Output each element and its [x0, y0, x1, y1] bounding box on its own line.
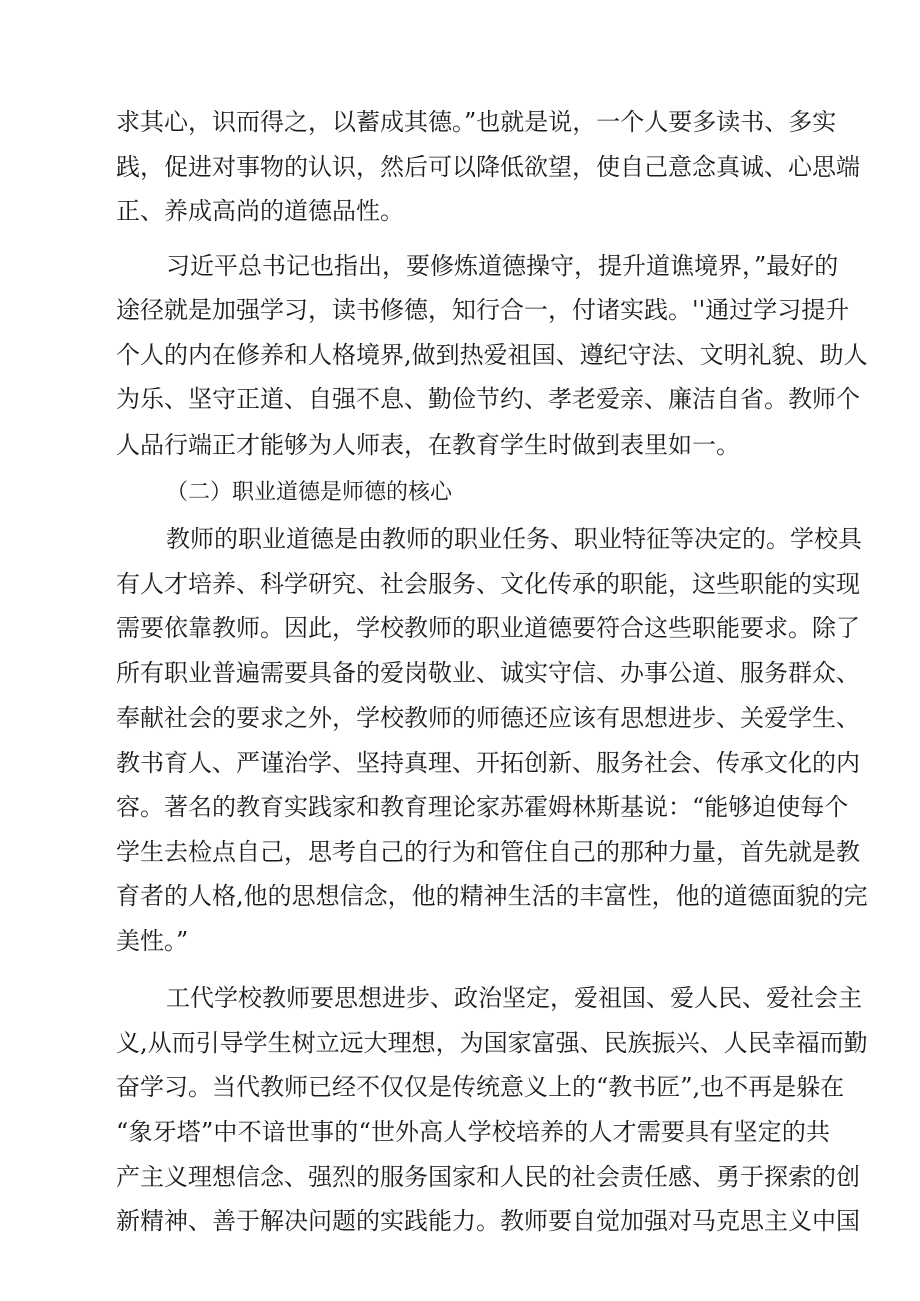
paragraph-4-line-4: “象牙塔”中不谙世事的“世外高人学校培养的人才需要具有坚定的共	[116, 1118, 830, 1146]
paragraph-2-line-2: 途径就是加强学习，读书修德，知行合一，付诸实践。''通过学习提升	[116, 296, 850, 324]
paragraph-3-line-4: 所有职业普遍需要具备的爱岗敬业、诚实守信、办事公道、服务群众、	[116, 659, 860, 687]
paragraph-1-line-3: 正、养成高尚的道德品性。	[116, 197, 404, 225]
paragraph-4-line-3: 奋学习。当代教师已经不仅仅是传统意义上的“教书匠”,也不再是躲在	[116, 1073, 845, 1101]
paragraph-3-line-9: 育者的人格,他的思想信念，他的精神生活的丰富性，他的道德面貌的完	[116, 882, 868, 910]
paragraph-3-line-8: 学生去检点自己，思考自己的行为和管住自己的那种力量，首先就是教	[116, 838, 860, 866]
paragraph-3-line-2: 有人才培养、科学研究、社会服务、文化传承的职能，这些职能的实现	[116, 570, 860, 598]
paragraph-1-line-1: 求其心，识而得之，以蓄成其德。”也就是说，一个人要多读书、多实	[116, 108, 837, 136]
paragraph-2-line-5: 人品行端正才能够为人师表，在教育学生时做到表里如一。	[116, 431, 740, 459]
paragraph-2-line-3: 个人的内在修养和人格境界,做到热爱祖国、遵纪守法、文明礼貌、助人	[116, 341, 868, 369]
paragraph-3-line-10: 美性。”	[116, 927, 189, 955]
paragraph-3-line-1: 教师的职业道德是由教师的职业任务、职业特征等决定的。学校具	[166, 525, 862, 553]
paragraph-1-line-2: 践，促进对事物的认识，然后可以降低欲望，使自己意念真诚、心思端	[116, 153, 860, 181]
paragraph-3-line-3: 需要依靠教师。因此，学校教师的职业道德要符合这些职能要求。除了	[116, 614, 860, 642]
paragraph-4-line-1: 工代学校教师要思想进步、政治坚定，爱祖国、爱人民、爱社会主	[166, 984, 862, 1012]
paragraph-2-line-1: 习近平总书记也指出，要修炼道德操守，提升道谯境界，”最好的	[166, 252, 839, 280]
paragraph-3-line-5: 奉献社会的要求之外，学校教师的师德还应该有思想进步、关爱学生、	[116, 704, 860, 732]
paragraph-3-line-7: 容。著名的教育实践家和教育理论家苏霍姆林斯基说：“能够迫使每个	[116, 793, 849, 821]
section-heading: （二）职业道德是师德的核心	[166, 480, 453, 505]
paragraph-2-line-4: 为乐、坚守正道、自强不息、勤俭节约、孝老爱亲、廉洁自省。教师个	[116, 385, 860, 413]
paragraph-4-line-5: 产主义理想信念、强烈的服务国家和人民的社会责任感、勇于探索的创	[116, 1163, 860, 1191]
paragraph-4-line-6: 新精神、善于解决问题的实践能力。教师要自觉加强对马克思主义中国	[116, 1207, 860, 1235]
paragraph-3-line-6: 教书育人、严谨治学、坚持真理、开拓创新、服务社会、传承文化的内	[116, 749, 860, 777]
paragraph-4-line-2: 义,从而引导学生树立远大理想，为国家富强、民族振兴、人民幸福而勤	[116, 1029, 868, 1057]
